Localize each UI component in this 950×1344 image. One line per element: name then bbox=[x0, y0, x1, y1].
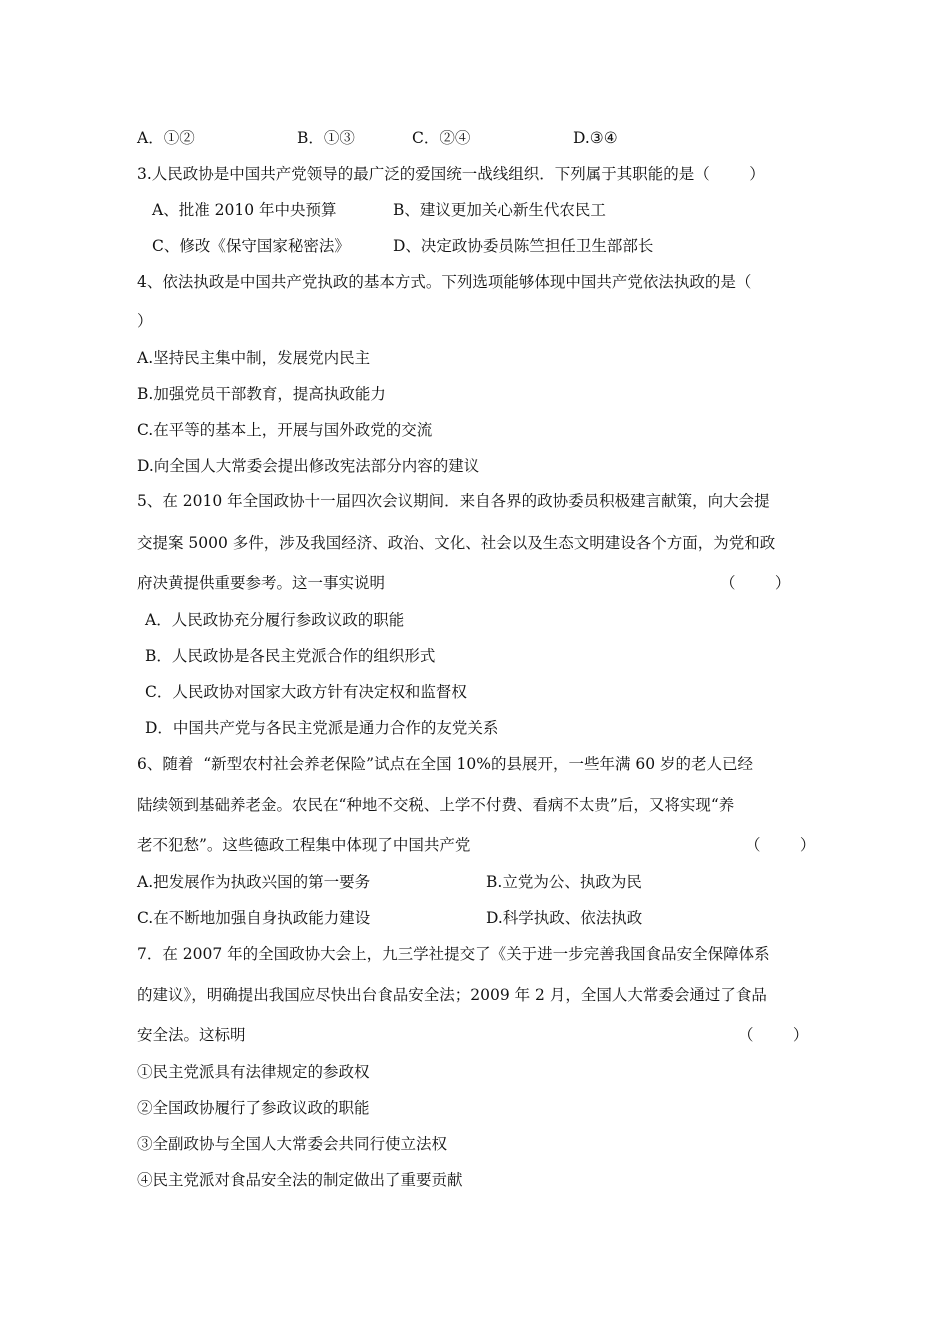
q2-option-a: A．①② bbox=[137, 129, 195, 147]
q3-stem: 3.人民政协是中国共产党领导的最广泛的爱国统一战线组织．下列属于其职能的是（ ） bbox=[137, 165, 765, 183]
q3-option-a: A、批准 2010 年中央预算 bbox=[152, 201, 337, 219]
q6-stem-line2: 陆续领到基础养老金。农民在“种地不交税、上学不付费、看病不太贵”后，又将实现“养 bbox=[137, 796, 735, 814]
q2-option-c: C．②④ bbox=[412, 129, 471, 147]
q7-stem-line3: 安全法。这标明 bbox=[137, 1026, 246, 1044]
q7-statement-2: ②全国政协履行了参政议政的职能 bbox=[137, 1099, 370, 1117]
q7-statement-1: ①民主党派具有法律规定的参政权 bbox=[137, 1063, 370, 1081]
q5-option-d: D．中国共产党与各民主党派是通力合作的友党关系 bbox=[145, 719, 499, 737]
q7-stem-line2: 的建议》，明确提出我国应尽快出台食品安全法；2009 年 2 月，全国人大常委会通过了食品 bbox=[137, 986, 767, 1004]
q4-stem-line2: ） bbox=[137, 312, 153, 330]
q7-stem-line1: 7．在 2007 年的全国政协大会上，九三学社提交了《关于进一步完善我国食品安全保障体系 bbox=[137, 945, 770, 963]
q6-option-c: C.在不断地加强自身执政能力建设 bbox=[137, 909, 371, 927]
q3-option-b: B、建议更加关心新生代农民工 bbox=[393, 201, 606, 219]
q3-option-d: D、决定政协委员陈竺担任卫生部部长 bbox=[393, 237, 654, 255]
q5-stem-line1: 5、在 2010 年全国政协十一届四次会议期间．来自各界的政协委员积极建言献策，向大会提 bbox=[137, 492, 770, 510]
q4-stem-line1: 4、依法执政是中国共产党执政的基本方式。下列选项能够体现中国共产党依法执政的是（ bbox=[137, 273, 752, 291]
q5-option-c: C．人民政协对国家大政方针有决定权和监督权 bbox=[145, 683, 467, 701]
q7-statement-3: ③全副政协与全国人大常委会共同行使立法权 bbox=[137, 1135, 448, 1153]
q2-option-d: D.③④ bbox=[573, 129, 618, 147]
q5-option-b: B．人民政协是各民主党派合作的组织形式 bbox=[145, 647, 436, 665]
q6-answer-paren: （ ） bbox=[745, 836, 816, 854]
q2-option-b: B．①③ bbox=[297, 129, 355, 147]
q4-option-a: A.坚持民主集中制，发展党内民主 bbox=[137, 349, 371, 367]
q3-option-c: C、修改《保守国家秘密法》 bbox=[152, 237, 350, 255]
q6-option-d: D.科学执政、依法执政 bbox=[486, 909, 643, 927]
q5-stem-line2: 交提案 5000 多件，涉及我国经济、政治、文化、社会以及生态文明建设各个方面，为党和政 bbox=[137, 534, 776, 552]
q7-answer-paren: （ ） bbox=[738, 1026, 809, 1044]
q4-option-d: D.向全国人大常委会提出修改宪法部分内容的建议 bbox=[137, 457, 480, 475]
q6-option-b: B.立党为公、执政为民 bbox=[486, 873, 642, 891]
q7-statement-4: ④民主党派对食品安全法的制定做出了重要贡献 bbox=[137, 1171, 463, 1189]
q4-option-c: C.在平等的基本上，开展与国外政党的交流 bbox=[137, 421, 433, 439]
q6-option-a: A.把发展作为执政兴国的第一要务 bbox=[137, 873, 371, 891]
q5-stem-line3: 府决黄提供重要参考。这一事实说明 bbox=[137, 574, 386, 592]
q6-stem-line1: 6、随着 “新型农村社会养老保险”试点在全国 10%的县展开，一些年满 60 岁的老人已经 bbox=[137, 755, 754, 773]
q5-answer-paren: （ ） bbox=[720, 574, 791, 592]
q5-option-a: A．人民政协充分履行参政议政的职能 bbox=[145, 611, 405, 629]
q6-stem-line3: 老不犯愁”。这些德政工程集中体现了中国共产党 bbox=[137, 836, 471, 854]
q4-option-b: B.加强党员干部教育，提高执政能力 bbox=[137, 385, 386, 403]
